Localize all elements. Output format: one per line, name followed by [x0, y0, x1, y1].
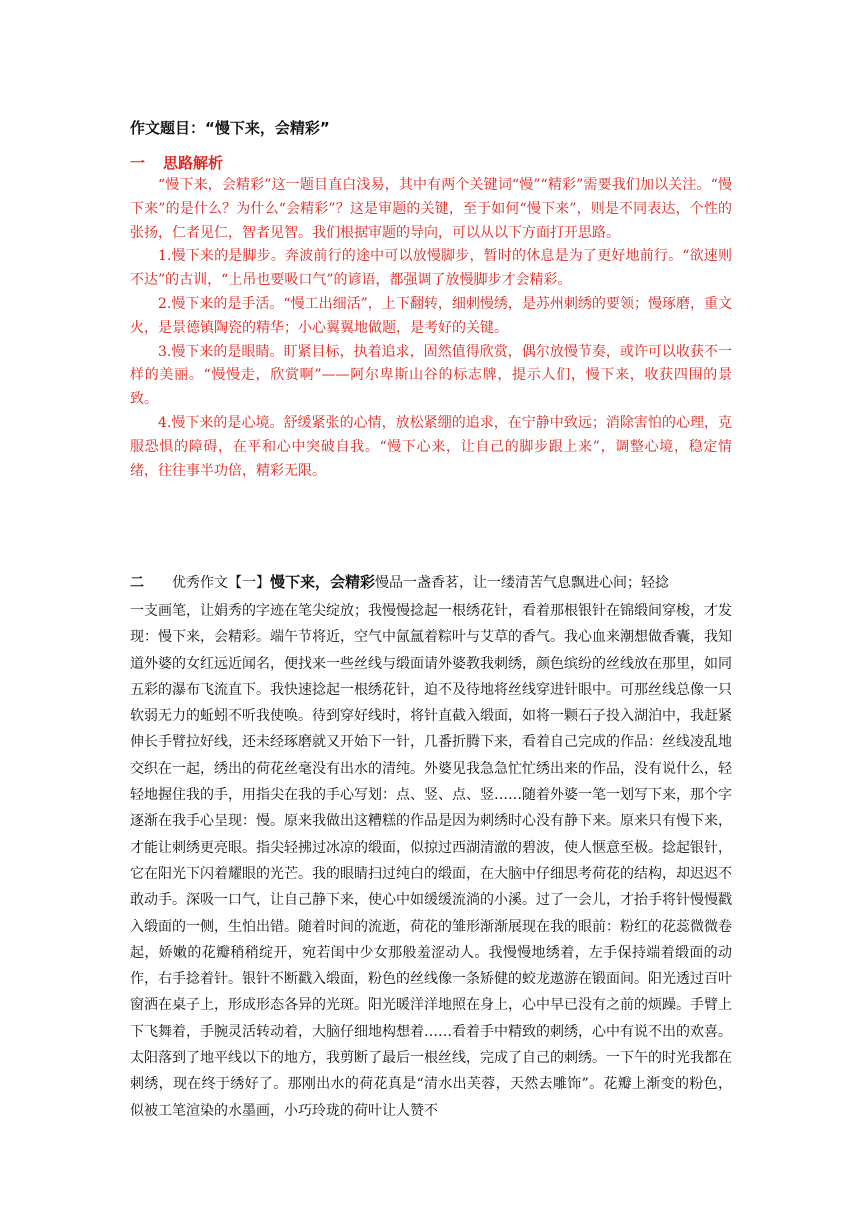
analysis-paragraph: 2.慢下来的是手活。“慢工出细活”，上下翻转，细刺慢绣，是苏州刺绣的要领；慢琢磨，重文火，是景德镇陶瓷的精华；小心翼翼地做题，是考好的关键。: [130, 295, 732, 336]
analysis-paragraph: 1.慢下来的是脚步。奔波前行的途中可以放慢脚步，暂时的休息是为了更好地前行。“欲速则不达”的古训，“上吊也要吸口气”的谚语，都强调了放慢脚步才会精彩。: [130, 248, 732, 289]
section-title: 思路解析: [163, 154, 224, 172]
essay-title: 慢下来，会精彩: [270, 573, 376, 591]
section-number: 一: [130, 154, 146, 172]
essay-first-line: 慢品一盏香茗，让一缕清苦气息飘进心间；轻捻: [375, 575, 670, 591]
analysis-paragraph: 4.慢下来的是心境。舒缓紧张的心情，放松紧绷的追求，在宁静中致远；消除害怕的心理，克服恐惧的障碍，在平和心中突破自我。“慢下心来，让自己的脚步跟上来”，调整心境，稳定情绪，往往事半功倍，精彩无限。: [130, 414, 732, 479]
section-heading-essay: [130, 568, 732, 597]
document-title: 作文题目：“慢下来，会精彩”: [130, 119, 330, 137]
essay-paragraph: 一支画笔，让娟秀的字迹在笔尖绽放；我慢慢捻起一根绣花针，看着那根银针在锦缎间穿梭，才发现：慢下来，会精彩。端午节将近，空气中氤氲着粽叶与艾草的香气。我心血来潮想做香囊，我知道外婆的女红远近闻名，便找来一些丝线与缎面请外婆教我刺绣，颜色缤纷的丝线放在那里，如同五彩的瀑布飞流直下。我快速捻起一根绣花针，迫不及待地将丝线穿进针眼中。可那丝线总像一只软弱无力的蚯蚓不听我使唤。待到穿好线时，将针直截入缎面，如将一颗石子投入湖泊中，我赶紧伸长手臂拉好线，还未经琢磨就又开始下一针，几番折腾下来，看着自己完成的作品：丝线凌乱地交织在一起，绣出的荷花丝毫没有出水的清纯。外婆见我急急忙忙绣出来的作品，没有说什么，轻轻地握住我的手，用指尖在我的手心写划：点、竖、点、竖……随着外婆一笔一划写下来，那个字逐渐在我手心呈现：慢。原来我做出这糟糕的作品是因为刺绣时心没有静下来。原来只有慢下来，才能让刺绣更亮眼。指尖轻拂过冰凉的缎面，似掠过西湖清澈的碧波，使人惬意至极。捻起银针，它在阳光下闪着耀眼的光芒。我的眼睛扫过纯白的缎面，在大脑中仔细思考荷花的结构，却迟迟不敢动手。深吸一口气，让自己静下来，使心中如缓缓流淌的小溪。过了一会儿，才抬手将针慢慢戳入缎面的一侧，生怕出错。随着时间的流逝，荷花的雏形渐渐展现在我的眼前：粉红的花蕊微微卷起，娇嫩的花瓣稍稍绽开，宛若闺中少女那般羞涩动人。我慢慢地绣着，左手保持端着缎面的动作，右手捻着针。银针不断戳入缎面，粉色的丝线像一条矫健的蛟龙遨游在锻面间。阳光透过百叶窗洒在桌子上，形成形态各异的光斑。阳光暖洋洋地照在身上，心中早已没有之前的烦躁。手臂上下飞舞着，手腕灵活转动着，大脑仔细地构想着……看着手中精致的刺绣，心中有说不出的欢喜。太阳落到了地平线以下的地方，我剪断了最后一根丝线，完成了自己的刺绣。一下午的时光我都在刺绣，现在终于绣好了。那刚出水的荷花真是“清水出芙蓉，天然去雕饰”。花瓣上渐变的粉色，似被工笔渲染的水墨画，小巧玲珑的荷叶让人赞不: [130, 603, 732, 1119]
section-number: 二: [130, 575, 144, 591]
section-heading-analysis: [130, 152, 223, 173]
analysis-body: [130, 174, 732, 483]
essay-body: [130, 598, 732, 1124]
essay-label: 优秀作文【一】: [172, 575, 270, 591]
analysis-paragraph: “慢下来，会精彩”这一题目直白浅易，其中有两个关键词“慢”“精彩”需要我们加以关注。“慢下来”的是什么？为什么“会精彩”？这是审题的关键，至于如何“慢下来”，则是不同表达，个性的张扬，仁者见仁，智者见智。我们根据审题的导向，可以从以下方面打开思路。: [130, 177, 732, 241]
analysis-paragraph: 3.慢下来的是眼睛。盯紧目标，执着追求，固然值得欣赏，偶尔放慢节奏，或许可以收获不一样的美丽。“慢慢走，欣赏啊”——阿尔卑斯山谷的标志牌，提示人们，慢下来，收获四围的景致。: [130, 343, 732, 408]
